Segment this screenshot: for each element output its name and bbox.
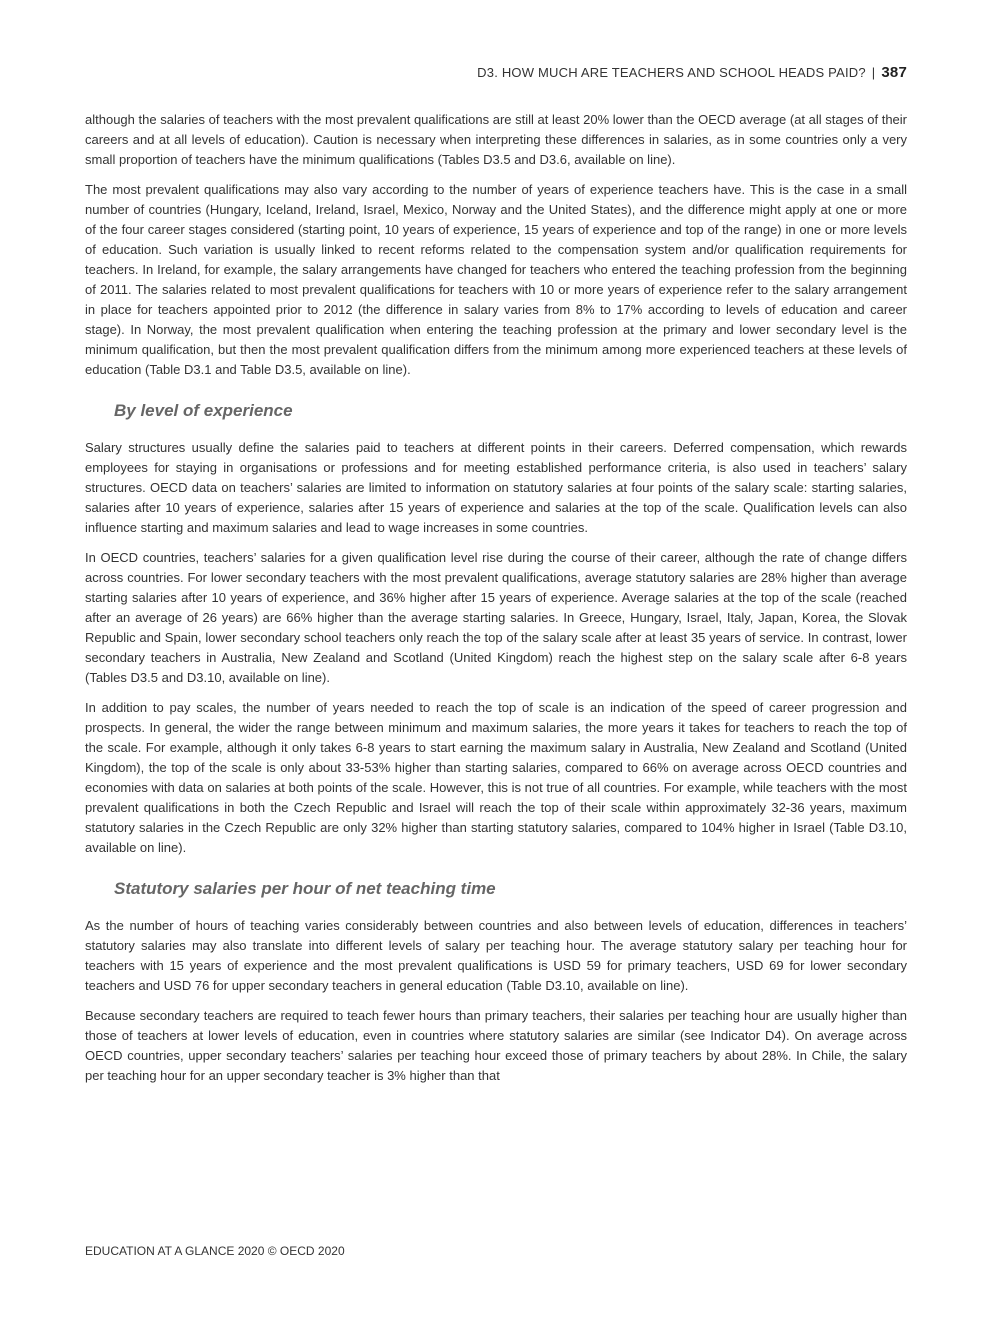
running-header [477, 64, 907, 81]
paragraph: In OECD countries, teachers’ salaries for a given qualification level rise during the course of their career, although the rate of change differs across countries. For lower secondary teachers with the most prevalent qualifications, average statutory salaries are 28% higher than average starting salaries after 10 years of experience, and 36% higher after 15 years of experience. Average salaries at the top of the scale (reached after an average of 26 years) are 66% higher than the average starting salaries. In Greece, Hungary, Israel, Italy, Japan, Korea, the Slovak Republic and Spain, lower secondary school teachers only reach the top of the salary scale after at least 35 years of service. In contrast, lower secondary teachers in Australia, New Zealand and Scotland (United Kingdom) reach the highest step on the salary scale after 6-8 years (Tables D3.5 and D3.10, available on line). [85, 550, 907, 685]
paragraph: Because secondary teachers are required to teach fewer hours than primary teachers, their salaries per teaching hour are usually higher than those of teachers at lower levels of education, even in countries where statutory salaries are similar (see Indicator D4). On average across OECD countries, upper secondary teachers’ salaries per teaching hour exceed those of primary teachers by about 28%. In Chile, the salary per teaching hour for an upper secondary teacher is 3% higher than that [85, 1008, 907, 1083]
paragraph: The most prevalent qualifications may also vary according to the number of years of experience teachers have. This is the case in a small number of countries (Hungary, Iceland, Ireland, Israel, Mexico, Norway and the United States), and the difference might apply at one or more of the four career stages considered (starting point, 10 years of experience, 15 years of experience and top of the range) in one or more levels of education. Such variation is usually linked to recent reforms related to the compensation system and/or qualification requirements for teachers. In Ireland, for example, the salary arrangements have changed for teachers who entered the teaching profession from the beginning of 2011. The salaries related to most prevalent qualifications for teachers with 10 or more years of experience refer to the salary arrangement in place for teachers appointed prior to 2012 (the difference in salary varies from 8% to 17% according to levels of education and career stage). In Norway, the most prevalent qualification when entering the teaching profession at the primary and lower secondary level is the minimum qualification, but then the most prevalent qualification differs from the minimum among more experienced teachers at these levels of education (Table D3.1 and Table D3.5, available on line). [85, 182, 907, 377]
paragraph: In addition to pay scales, the number of years needed to reach the top of scale is an indication of the speed of career progression and prospects. In general, the wider the range between minimum and maximum salaries, the more years it takes for teachers to reach the top of the scale. For example, although it only takes 6-8 years to start earning the maximum salary in Australia, New Zealand and Scotland (United Kingdom), the top of the scale is only about 33-53% higher than starting salaries, compared to 66% on average across OECD countries and economies with data on salaries at both points of the scale. However, this is not true of all countries. For example, while teachers with the most prevalent qualifications in both the Czech Republic and Israel will reach the top of their scale within approximately 32-36 years, maximum statutory salaries in the Czech Republic are only 32% higher than starting statutory salaries, compared to 104% higher in Israel (Table D3.10, available on line). [85, 700, 907, 855]
page-footer: EDUCATION AT A GLANCE 2020 © OECD 2020 [85, 1244, 345, 1258]
section-heading: Statutory salaries per hour of net teaching time [114, 879, 496, 898]
header-separator: | [871, 65, 876, 80]
section-title: D3. HOW MUCH ARE TEACHERS AND SCHOOL HEADS PAID? [477, 65, 866, 80]
section-heading: By level of experience [114, 401, 293, 420]
page-body [85, 110, 907, 1096]
page-number: 387 [881, 64, 907, 81]
paragraph: although the salaries of teachers with the most prevalent qualifications are still at least 20% lower than the OECD average (at all stages of their careers and at all levels of education). Caution is necessary when interpreting these differences in salaries, as in some countries only a very small proportion of teachers have the minimum qualifications (Tables D3.5 and D3.6, available on line). [85, 112, 907, 167]
paragraph: Salary structures usually define the salaries paid to teachers at different points in their careers. Deferred compensation, which rewards employees for staying in organisations or professions and for meeting established performance criteria, is also used in teachers’ salary structures. OECD data on teachers’ salaries are limited to information on statutory salaries at four points of the salary scale: starting salaries, salaries after 10 years of experience, salaries after 15 years of experience and salaries at the top of the scale. Qualification levels can also influence starting and maximum salaries and lead to wage increases in some countries. [85, 440, 907, 535]
paragraph: As the number of hours of teaching varies considerably between countries and also between levels of education, differences in teachers’ statutory salaries may also translate into different levels of salary per teaching hour. The average statutory salary per teaching hour for teachers with 15 years of experience and the most prevalent qualifications is USD 59 for primary teachers, USD 69 for lower secondary teachers and USD 76 for upper secondary teachers in general education (Table D3.10, available on line). [85, 918, 907, 993]
